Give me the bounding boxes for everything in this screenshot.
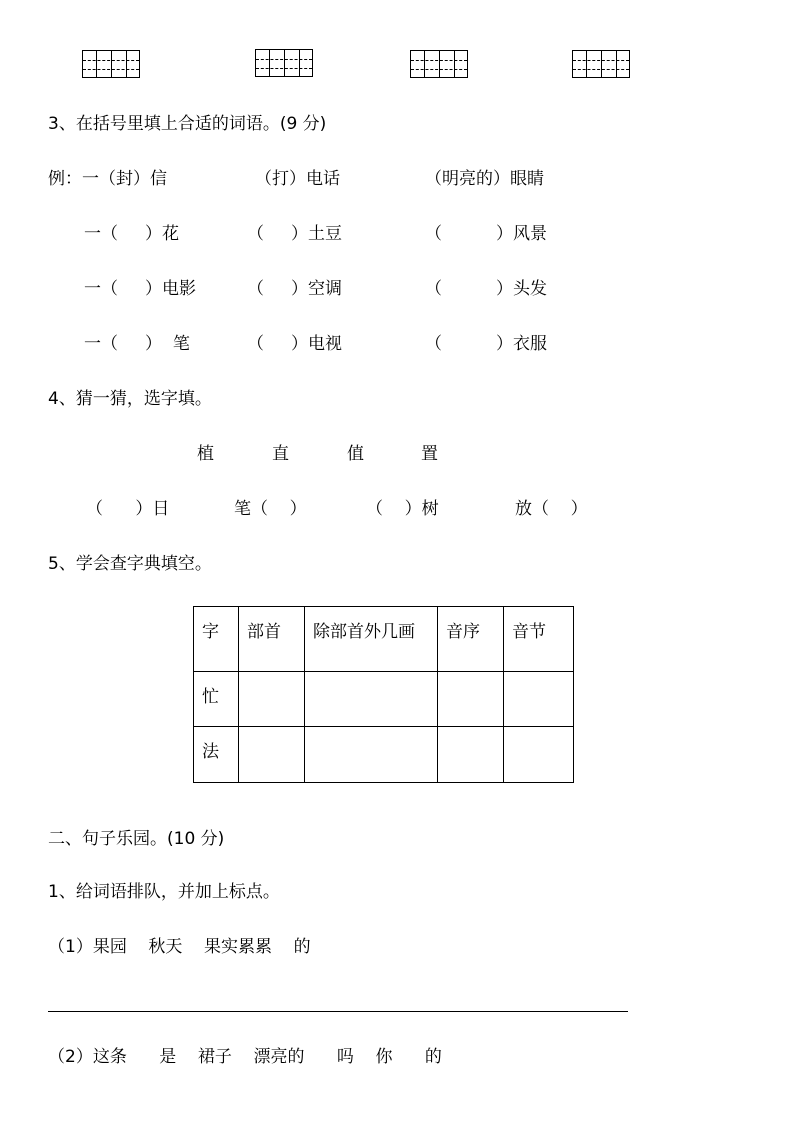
table-row [194,672,574,727]
q4-char-2: 直 [272,444,289,464]
cell-char: 忙 [194,672,239,727]
q3-row1-a[interactable]: 一（ ）花 [84,224,180,244]
cell-strokes[interactable] [305,727,438,783]
table-row [194,727,574,783]
q4-blank-3[interactable]: （ ）树 [366,499,439,519]
q5-title: 5、学会查字典填空。 [48,554,212,574]
pinyin-box-4[interactable] [572,50,630,78]
cell-syllable[interactable] [504,727,574,783]
cell-char: 法 [194,727,239,783]
q4-char-3: 值 [347,444,364,464]
dictionary-table [193,606,574,783]
pinyin-box-2[interactable] [255,49,313,77]
section2-item-2: （2）这条 是 裙子 漂亮的 吗 你 的 [48,1047,442,1067]
q3-row2-c[interactable]: （ ）头发 [425,279,548,299]
header-syllable: 音节 [504,607,574,672]
q3-row1-b[interactable]: （ ）土豆 [247,224,343,244]
q4-blank-1[interactable]: （ ）日 [86,499,170,519]
q4-title: 4、猜一猜，选字填。 [48,389,212,409]
section2-title: 二、句子乐园。(10 分) [48,829,225,849]
cell-index[interactable] [438,727,504,783]
header-char: 字 [194,607,239,672]
header-index: 音序 [438,607,504,672]
q3-row3-c[interactable]: （ ）衣服 [425,334,548,354]
q4-blank-2[interactable]: 笔（ ） [234,499,307,519]
q3-row1-c[interactable]: （ ）风景 [425,224,548,244]
q3-row3-b[interactable]: （ ）电视 [247,334,343,354]
q3-row3-a[interactable]: 一（ ） 笔 [84,334,190,354]
cell-index[interactable] [438,672,504,727]
q3-title: 3、在括号里填上合适的词语。(9 分) [48,114,327,134]
cell-syllable[interactable] [504,672,574,727]
q3-example-3: （明亮的）眼睛 [425,169,544,189]
pinyin-box-1[interactable] [82,50,140,78]
q4-char-4: 置 [421,444,438,464]
section2-q1-title: 1、给词语排队，并加上标点。 [48,882,280,902]
answer-line[interactable] [48,1011,628,1012]
cell-strokes[interactable] [305,672,438,727]
q3-row2-b[interactable]: （ ）空调 [247,279,343,299]
cell-radical[interactable] [239,727,305,783]
header-radical: 部首 [239,607,305,672]
q4-blank-4[interactable]: 放（ ） [515,499,588,519]
q3-row2-a[interactable]: 一（ ）电影 [84,279,197,299]
q3-example-2: （打）电话 [255,169,340,189]
q4-char-1: 植 [197,444,214,464]
table-header-row [194,607,574,672]
pinyin-box-3[interactable] [410,50,468,78]
header-strokes: 除部首外几画 [305,607,438,672]
section2-item-1: （1）果园 秋天 果实累累 的 [48,937,311,957]
q3-example-1: 例：一（封）信 [48,169,167,189]
cell-radical[interactable] [239,672,305,727]
